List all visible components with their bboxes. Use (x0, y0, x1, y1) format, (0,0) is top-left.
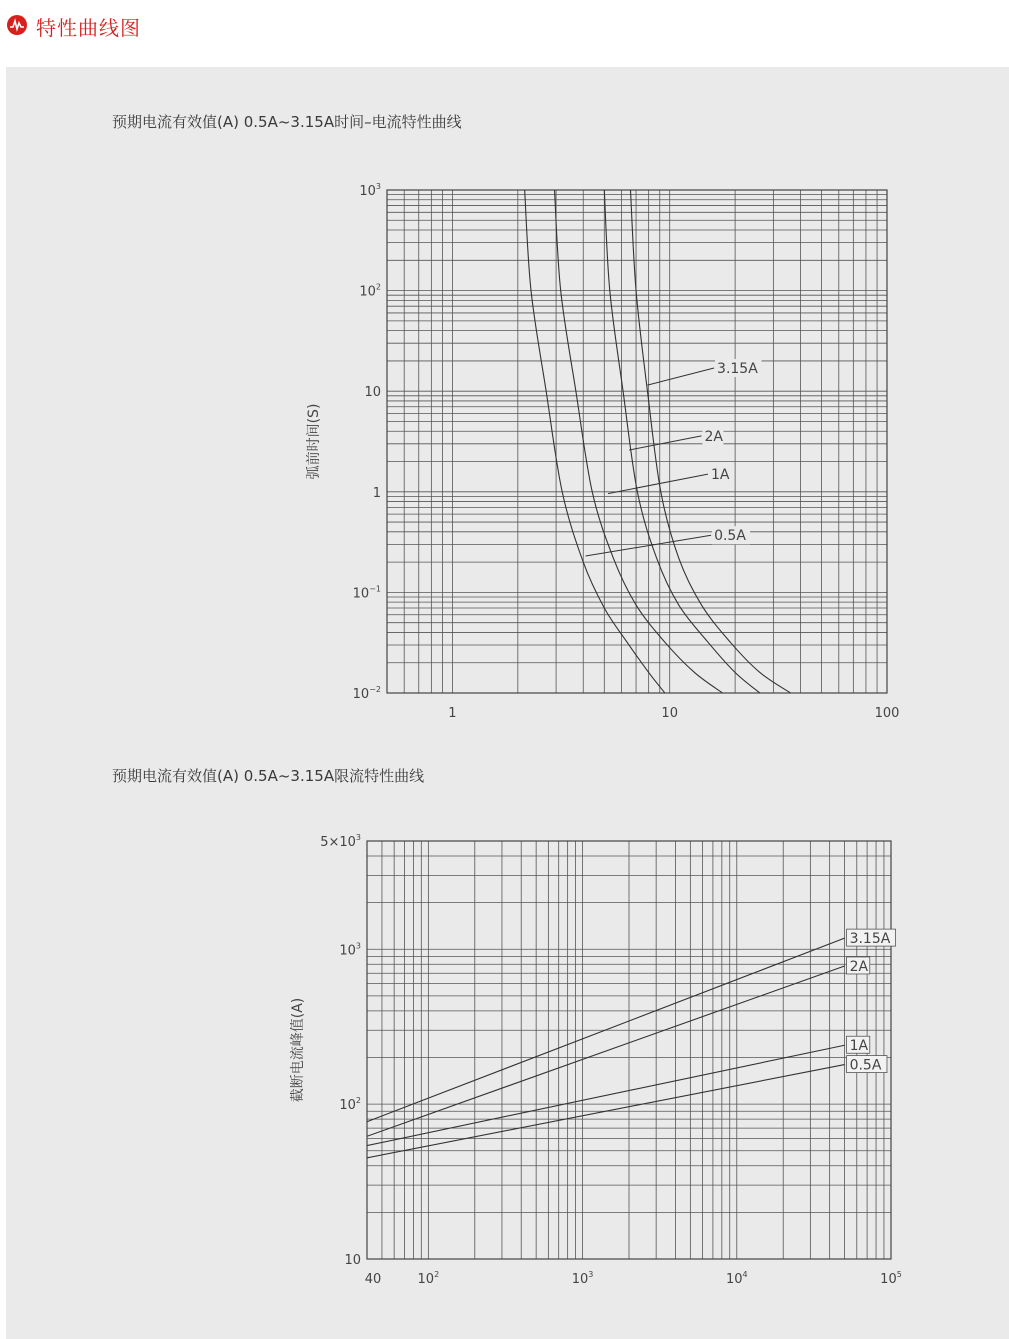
plot-area (387, 190, 887, 693)
annotation-label-0_5A: 0.5A (849, 1057, 882, 1074)
y-tick-label: 10 (344, 1253, 361, 1268)
x-tick-label: 40 (364, 1272, 382, 1287)
x-tick-label: 10 (661, 706, 678, 721)
annotation-label-3_15A: 3.15A (849, 931, 891, 948)
x-tick-label: $10^5$ (880, 1270, 902, 1287)
y-tick-label: $5\times 10^3$ (320, 833, 361, 850)
annotation-label-1A: 1A (849, 1038, 869, 1055)
y-tick-label: 1 (372, 485, 381, 501)
chart-1 (289, 833, 902, 1287)
y-tick-label: $10^3$ (339, 941, 361, 959)
y-tick-label: $10^{-1}$ (352, 584, 381, 602)
x-tick-label: $10^2$ (417, 1270, 440, 1287)
y-tick-label: $10^2$ (359, 282, 381, 300)
page-title: 特性曲线图 (36, 16, 141, 40)
chart-0 (306, 182, 899, 721)
x-tick-label: 1 (448, 706, 457, 721)
x-tick-label: 100 (874, 706, 900, 721)
annotation-label-2A: 2A (704, 428, 723, 445)
y-tick-label: $10^3$ (359, 182, 381, 199)
x-tick-label: $10^3$ (571, 1270, 594, 1287)
chart-title-current-limiting: 预期电流有效值(A) 0.5A~3.15A限流特性曲线 (112, 767, 425, 785)
annotation-label-2A: 2A (849, 958, 869, 975)
y-tick-label: $10^{-2}$ (352, 685, 381, 702)
annotation-label-0_5A: 0.5A (714, 528, 746, 545)
y-tick-label: 10 (364, 385, 381, 401)
y-axis-label: 弧前时间(S) (306, 403, 322, 480)
annotation-label-3_15A: 3.15A (717, 361, 758, 378)
y-tick-label: $10^2$ (339, 1096, 361, 1114)
x-tick-label: $10^4$ (725, 1270, 748, 1287)
chart-title-time-current: 预期电流有效值(A) 0.5A~3.15A时间–电流特性曲线 (112, 113, 462, 131)
y-axis-label: 截断电流峰值(A) (290, 997, 306, 1103)
annotation-label-1A: 1A (710, 467, 730, 484)
